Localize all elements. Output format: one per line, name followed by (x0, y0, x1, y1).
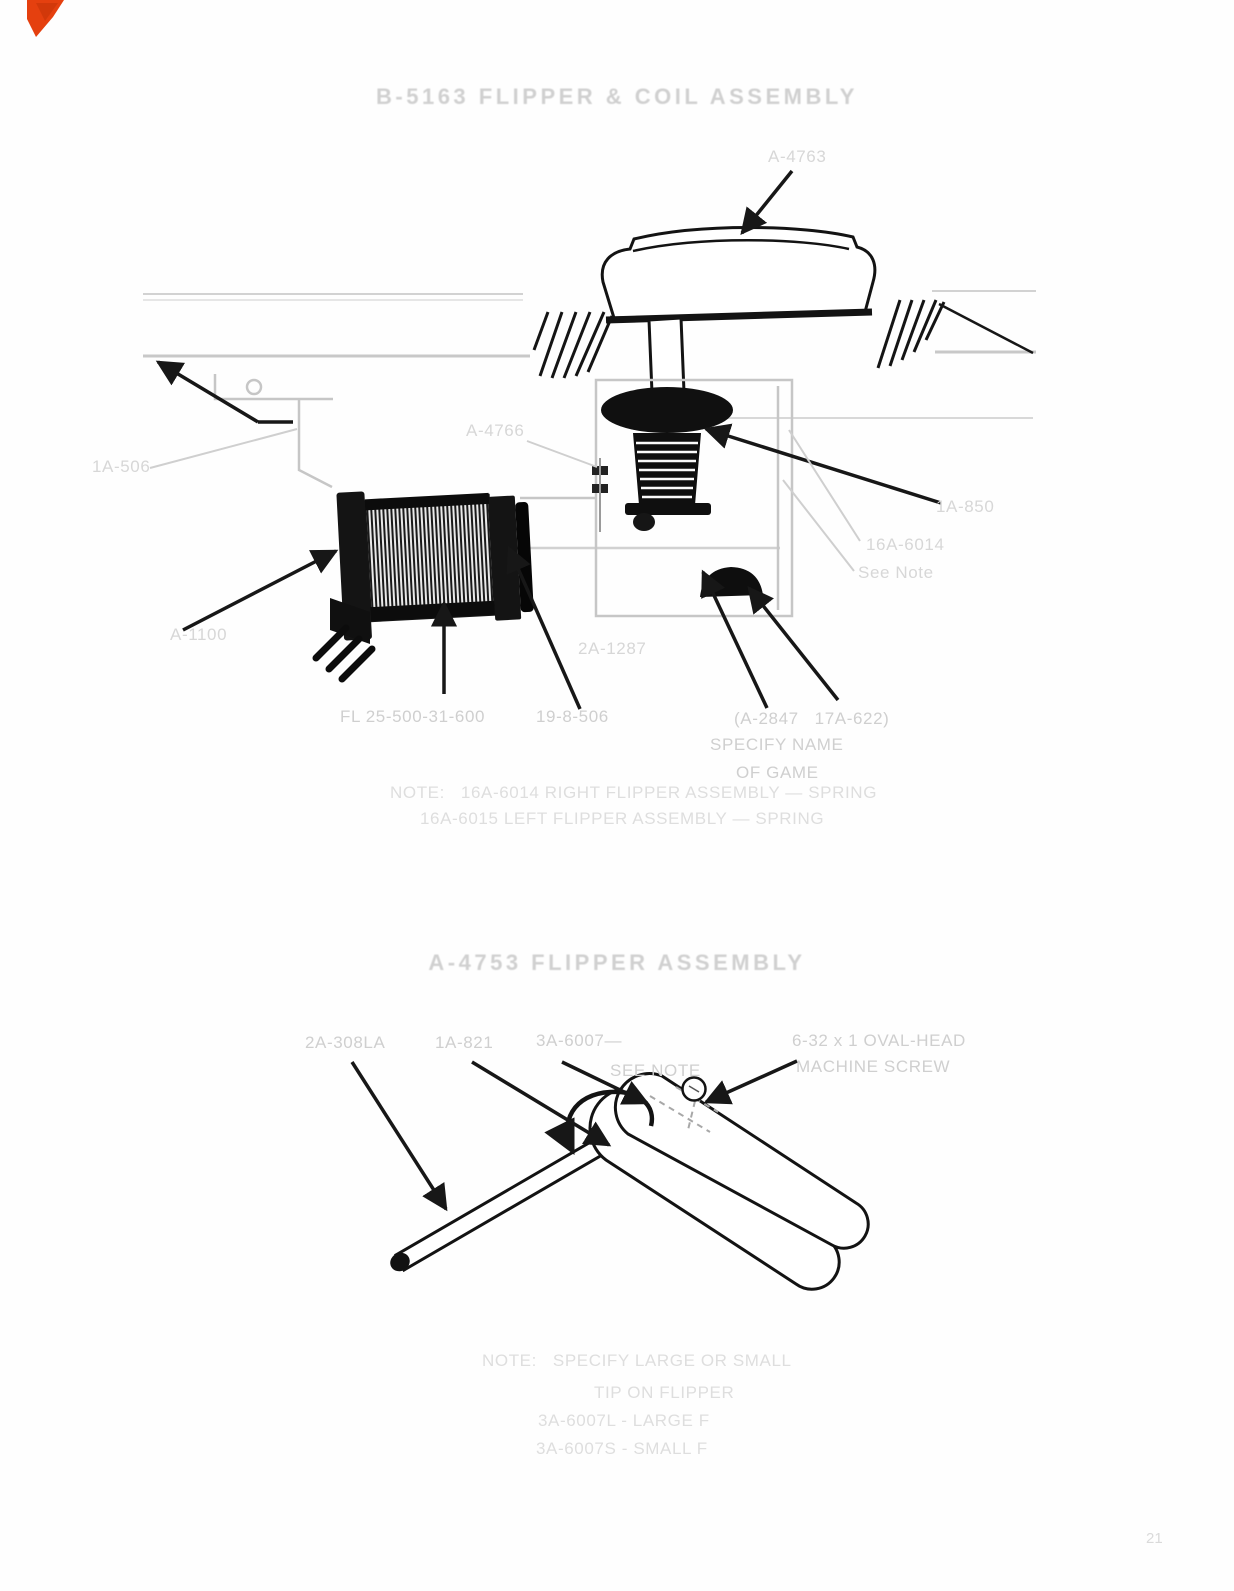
part-label-rail: 1A-506 (92, 457, 151, 476)
coil-lugs (316, 598, 372, 679)
lower-note-line4: 3A-6007S - SMALL F (536, 1439, 708, 1458)
part-label-bat: 1A-821 (435, 1033, 494, 1052)
button-stem (649, 318, 684, 393)
part-label-bushing: A-4766 (466, 421, 525, 440)
part-label-tip: 3A-6007— (536, 1031, 623, 1050)
caption-specify-name: SPECIFY NAME (710, 735, 844, 754)
part-label-link: 1A-850 (936, 497, 995, 516)
part-label-tip-note: SEE NOTE (610, 1061, 701, 1080)
caption-coil-number: FL 25-500-31-600 (340, 707, 486, 726)
part-label-shaft: 2A-308LA (305, 1033, 386, 1052)
part-label-button-cap: A-4763 (768, 147, 827, 166)
upper-note-line2: 16A-6015 LEFT FLIPPER ASSEMBLY — SPRING (420, 809, 825, 828)
part-label-coil: A-1100 (170, 625, 228, 644)
threaded-bushing (625, 433, 711, 515)
flipper-shaft (387, 1140, 602, 1275)
part-label-sleeve: 2A-1287 (578, 639, 647, 658)
page-number: 21 (1146, 1530, 1163, 1547)
part-label-spring-note: See Note (858, 563, 934, 582)
flipper-bat (590, 1074, 868, 1290)
flipper-button-cap (602, 228, 875, 321)
upper-note-line1: NOTE: 16A-6014 RIGHT FLIPPER ASSEMBLY — SPRING (390, 783, 878, 802)
part-label-spring: 16A-6014 (866, 535, 945, 554)
caption-sleeve-part: 19-8-506 (536, 707, 609, 726)
lower-title: A-4753 FLIPPER ASSEMBLY (428, 950, 806, 975)
upper-diagram (143, 171, 1036, 709)
lower-note-line2: TIP ON FLIPPER (594, 1383, 735, 1402)
lower-diagram (352, 1061, 868, 1289)
red-corner-mark (27, 0, 64, 37)
part-label-screw-line1: 6-32 x 1 OVAL-HEAD (792, 1031, 966, 1050)
caption-of-game: OF GAME (736, 763, 819, 782)
lower-note-line3: 3A-6007L - LARGE F (538, 1411, 710, 1430)
lower-note-line1: NOTE: SPECIFY LARGE OR SMALL (482, 1351, 792, 1370)
caption-crank-parts: (A-2847 17A-622) (734, 709, 890, 728)
upper-title: B-5163 FLIPPER & COIL ASSEMBLY (376, 84, 858, 109)
plunger-disc (601, 387, 733, 433)
hatch-left-wedge (534, 312, 612, 378)
part-label-screw-line2: MACHINE SCREW (796, 1057, 951, 1076)
hatch-right-wedge (878, 300, 944, 368)
